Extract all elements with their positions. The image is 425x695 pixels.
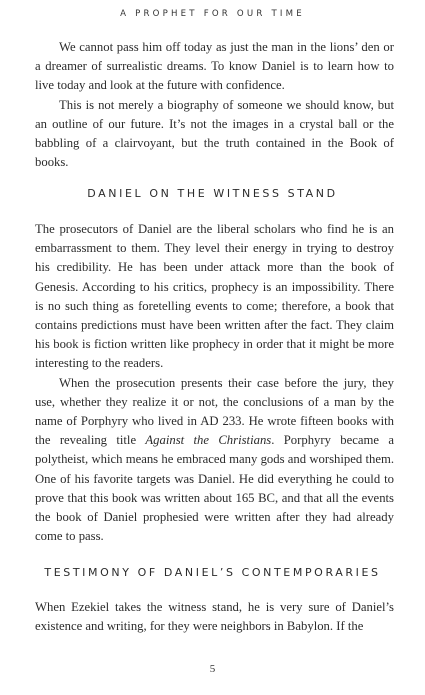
section-heading-witness-stand: DANIEL ON THE WITNESS STAND — [87, 187, 338, 200]
running-header: A PROPHET FOR OUR TIME — [120, 9, 305, 19]
intro-paragraph-1: We cannot pass him off today as just the man in the lions’ den or a dreamer of surrealistic dreams. To know Daniel is to learn how to live today and look at the future with confidence. — [35, 40, 394, 93]
section-1-paragraph-1: The prosecutors of Daniel are the liberal scholars who find he is an embarrassment to them. They level their energy in trying to destroy his credibility. He has been under attack more than the book of Genesis. According to his critics, prophecy is an impossibility. There is no such thing as foretelling events to come; therefore, a book that contains predictions must have been written after the fact. They claim his book is fiction written like prophecy in order that it might be more interesting to the readers. — [35, 222, 394, 371]
section-heading-contemporaries: TESTIMONY OF DANIEL’S CONTEMPORARIES — [44, 566, 381, 579]
intro-text — [35, 38, 394, 172]
intro-paragraph-2: This is not merely a biography of someone we should know, but an outline of our future. It’s not the images in a crystal ball or the babbling of a clairvoyant, but the truth contained in the Book of books. — [35, 97, 394, 170]
paragraph-2-text-start: When the prosecution presents their case before the jury, they use, whether they realize it or not, the conclusions of a man by the name of Porphyry who lived in AD 233. He wrote fifteen books with the revealing title — [35, 375, 394, 448]
section-2-text — [35, 598, 394, 636]
section-1-paragraph-2 — [35, 374, 394, 547]
paragraph-2-text-end: . Porphyry became a polytheist, which means he embraced many gods and worshiped them. One of his favorite targets was Daniel. He did everything he could to prove that this book was written about 165 BC, and that all the events the book of Daniel prophesied were written after they had already come to pass. — [35, 433, 394, 544]
page-number: 5 — [209, 663, 216, 675]
section-2-paragraph-1: When Ezekiel takes the witness stand, he is very sure of Daniel’s existence and writing, for they were neighbors in Babylon. If the — [35, 600, 394, 634]
book-title: Against the Christians — [145, 433, 272, 448]
section-1-text — [35, 220, 394, 546]
